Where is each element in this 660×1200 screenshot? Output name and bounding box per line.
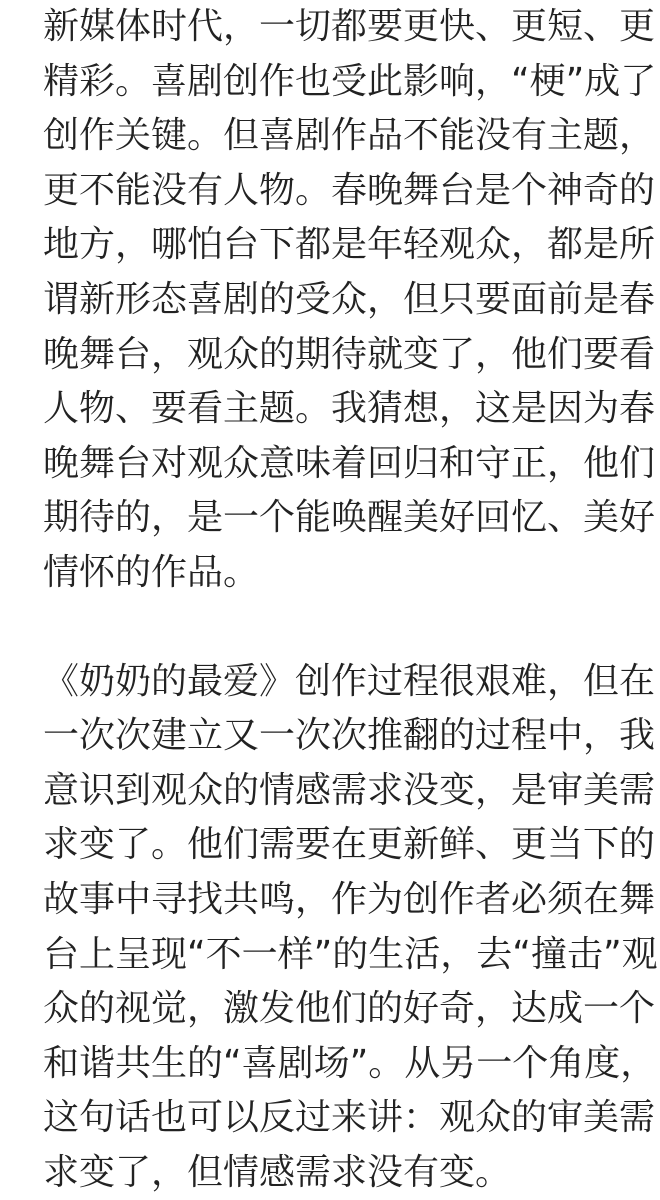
- paragraph-spacer: [43, 601, 660, 655]
- paragraph-1-line-4: 更不能没有人物。春晚舞台是个神奇的: [43, 169, 656, 211]
- paragraph-1-line-11: 情怀的作品。: [43, 551, 260, 593]
- paragraph-1-line-6: 谓新形态喜剧的受众，但只要面前是春: [43, 278, 656, 320]
- paragraph-1-line-8: 人物、要看主题。我猜想，这是因为春: [43, 388, 656, 430]
- paragraph-1-line-10: 期待的，是一个能唤醒美好回忆、美好: [43, 497, 656, 539]
- paragraph-2-line-3: 意识到观众的情感需求没变，是审美需: [43, 769, 656, 811]
- paragraph-2-line-2: 一次次建立又一次次推翻的过程中，我: [43, 715, 656, 757]
- paragraph-2-line-1: 《奶奶的最爱》创作过程很艰难，但在: [43, 660, 656, 702]
- paragraph-2-line-10: 求变了，但情感需求没有变。: [43, 1151, 512, 1193]
- paragraph-2-line-6: 台上呈现“不一样”的生活，去“撞击”观: [43, 933, 658, 975]
- paragraph-1: [43, 0, 660, 601]
- paragraph-1-line-5: 地方，哪怕台下都是年轻观众，都是所: [43, 224, 656, 266]
- paragraph-2-line-7: 众的视觉，激发他们的好奇，达成一个: [43, 988, 656, 1030]
- paragraph-1-line-3: 创作关键。但喜剧作品不能没有主题，: [43, 115, 656, 157]
- paragraph-2: [43, 655, 660, 1200]
- paragraph-2-line-8: 和谐共生的“喜剧场”。从另一个角度，: [43, 1042, 657, 1084]
- paragraph-2-line-5: 故事中寻找共鸣，作为创作者必须在舞: [43, 878, 656, 920]
- paragraph-1-line-2: 精彩。喜剧创作也受此影响，“梗”成了: [43, 60, 657, 102]
- paragraph-2-line-9: 这句话也可以反过来讲：观众的审美需: [43, 1097, 656, 1139]
- paragraph-1-line-1: 新媒体时代，一切都要更快、更短、更: [43, 6, 656, 47]
- paragraph-1-line-9: 晚舞台对观众意味着回归和守正，他们: [43, 442, 656, 484]
- paragraph-2-line-4: 求变了。他们需要在更新鲜、更当下的: [43, 824, 656, 866]
- paragraph-1-line-7: 晚舞台，观众的期待就变了，他们要看: [43, 333, 656, 375]
